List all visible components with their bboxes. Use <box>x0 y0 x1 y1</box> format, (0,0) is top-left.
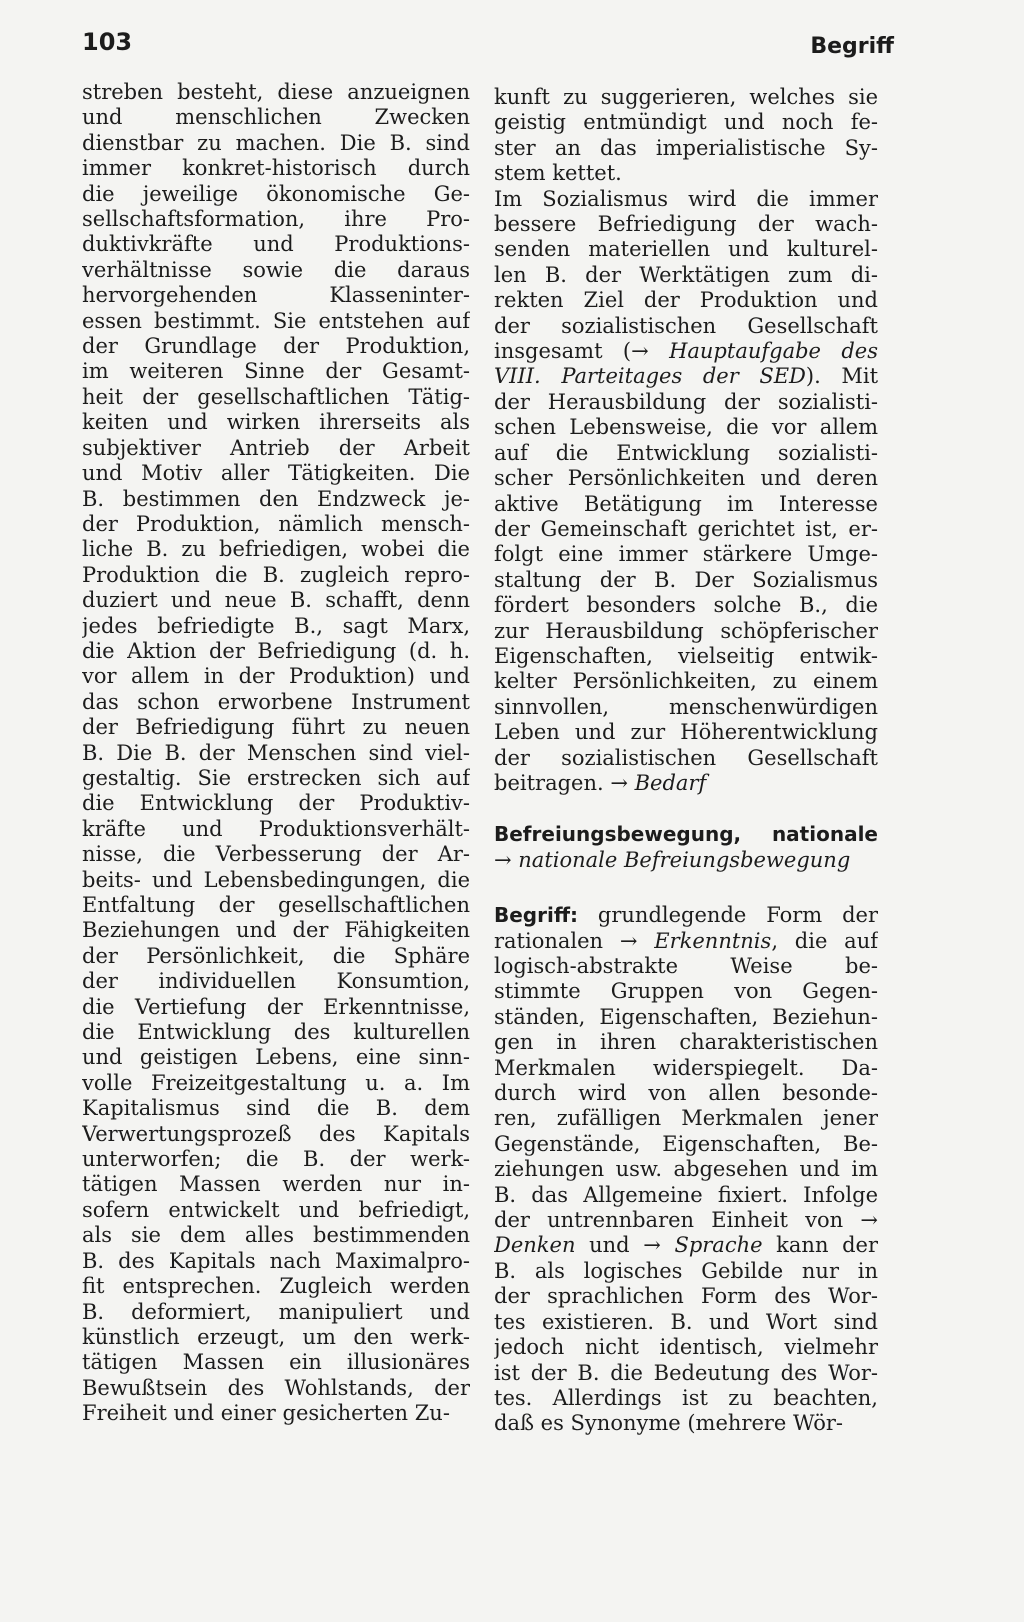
text-line: geistig entmündigt und noch fe- <box>494 110 878 135</box>
text-line: folgt eine immer stärkere Umge- <box>494 542 878 567</box>
text-line: essen bestimmt. Sie entstehen auf <box>82 308 470 333</box>
text-line: verhältnisse sowie die daraus <box>82 257 470 282</box>
left-column <box>82 80 470 1427</box>
text-line: Merkmalen widerspiegelt. Da- <box>494 1055 878 1080</box>
cross-reference-link[interactable]: Denken <box>494 1233 576 1258</box>
text-line: die Aktion der Befriedigung (d. h. <box>82 638 470 663</box>
text-line: rekten Ziel der Produktion und <box>494 288 878 313</box>
text-line: Produktion die B. zugleich repro- <box>82 562 470 587</box>
text-line: scher Persönlichkeiten und deren <box>494 466 878 491</box>
text-line: ster an das imperialistische Sy- <box>494 135 878 160</box>
cross-reference-link[interactable]: → Bedarf <box>610 770 707 795</box>
text-line: B. bestimmen den Endzweck je- <box>82 486 470 511</box>
text-line: der Gemeinschaft gerichtet ist, er- <box>494 516 878 541</box>
text-line: Im Sozialismus wird die immer <box>494 186 878 211</box>
text-line: B. des Kapitals nach Maximalpro- <box>82 1248 470 1273</box>
cross-reference-link[interactable]: → nationale Befreiungsbewegung <box>494 847 851 872</box>
text-line: Eigenschaften, vielseitig entwik- <box>494 643 878 668</box>
text-fragment: grundlegende Form der <box>578 903 878 928</box>
text-line: immer konkret-historisch durch <box>82 156 470 181</box>
text-line: der sozialistischen Gesellschaft <box>494 745 878 770</box>
text-line: Gegenstände, Eigenschaften, Be- <box>494 1131 878 1156</box>
text-line <box>494 929 878 954</box>
text-line: der Produktion, nämlich mensch- <box>82 511 470 536</box>
text-line: tätigen Massen werden nur in- <box>82 1172 470 1197</box>
text-fragment: beitragen. <box>494 770 611 795</box>
text-line: ist der B. die Bedeutung des Wor- <box>494 1360 878 1385</box>
text-line <box>494 364 878 389</box>
text-line: durch wird von allen besonde- <box>494 1081 878 1106</box>
text-line: volle Freizeitgestaltung u. a. Im <box>82 1070 470 1095</box>
text-line: auf die Entwicklung sozialisti- <box>494 440 878 465</box>
text-line: gestaltig. Sie erstrecken sich auf <box>82 765 470 790</box>
text-line: sellschaftsformation, ihre Pro- <box>82 207 470 232</box>
text-line: das schon erworbene Instrument <box>82 689 470 714</box>
text-line: tes existieren. B. und Wort sind <box>494 1309 878 1334</box>
text-line: jedes befriedigte B., sagt Marx, <box>82 613 470 638</box>
text-line: streben besteht, diese anzueignen <box>82 80 470 104</box>
text-fragment: insgesamt ( <box>494 339 632 364</box>
text-line: schen Lebensweise, die vor allem <box>494 415 878 440</box>
text-line: nisse, die Verbesserung der Ar- <box>82 842 470 867</box>
cross-reference-link[interactable]: → Hauptaufgabe des <box>631 339 878 364</box>
text-line: im weiteren Sinne der Gesamt- <box>82 359 470 384</box>
text-line: und Motiv aller Tätigkeiten. Die <box>82 461 470 486</box>
text-line: die Entwicklung der Produktiv- <box>82 791 470 816</box>
text-line: der untrennbaren Einheit von → <box>494 1208 878 1233</box>
text-line: zur Herausbildung schöpferischer <box>494 618 878 643</box>
cross-reference-link[interactable]: → Erkenntnis <box>619 928 772 953</box>
text-line: stem kettet. <box>494 161 622 186</box>
text-line <box>494 848 878 873</box>
text-line: die Vertiefung der Erkenntnisse, <box>82 994 470 1019</box>
text-fragment: und <box>575 1233 644 1258</box>
text-line: der sprachlichen Form des Wor- <box>494 1284 878 1309</box>
text-line: Entfaltung der gesellschaftlichen <box>82 893 470 917</box>
text-line: kunft zu suggerieren, welches sie <box>494 85 878 109</box>
text-line: tes. Allerdings ist zu beachten, <box>494 1385 878 1410</box>
text-line: liche B. zu befriedigen, wobei die <box>82 537 470 562</box>
text-line: ständen, Eigenschaften, Beziehun- <box>494 1004 878 1029</box>
text-line: der individuellen Konsumtion, <box>82 969 470 994</box>
text-line: staltung der B. Der Sozialismus <box>494 567 878 592</box>
text-line: beits- und Lebensbedingungen, die <box>82 867 470 892</box>
text-line: kräfte und Produktionsverhält- <box>82 816 470 841</box>
text-line: Bewußtsein des Wohlstands, der <box>82 1375 470 1400</box>
entry-headword: Befreiungsbewegung, nationale <box>494 822 878 847</box>
text-line: stimmte Gruppen von Gegen- <box>494 979 878 1004</box>
text-line: künstlich erzeugt, um den werk- <box>82 1324 470 1349</box>
text-line <box>494 903 878 928</box>
text-line: dienstbar zu machen. Die B. sind <box>82 130 470 155</box>
text-line: fit entsprechen. Zugleich werden <box>82 1274 470 1299</box>
text-line: unterworfen; die B. der werk- <box>82 1147 470 1172</box>
text-line: duktivkräfte und Produktions- <box>82 232 470 257</box>
text-fragment: ). Mit <box>805 364 878 389</box>
text-line: heit der gesellschaftlichen Tätig- <box>82 384 470 409</box>
text-line: Freiheit und einer gesicherten Zu- <box>82 1401 450 1426</box>
text-line: ren, zufälligen Merkmalen jener <box>494 1106 878 1131</box>
text-line: jedoch nicht identisch, vielmehr <box>494 1335 878 1360</box>
right-column <box>494 85 878 1437</box>
text-line: der Befriedigung führt zu neuen <box>82 715 470 740</box>
text-line: als sie dem alles bestimmenden <box>82 1223 470 1248</box>
text-fragment: kann der <box>762 1233 878 1258</box>
text-line: der sozialistischen Gesellschaft <box>494 313 878 338</box>
text-line <box>494 771 878 796</box>
text-line: der Grundlage der Produktion, <box>82 334 470 359</box>
page-number: 103 <box>82 28 133 56</box>
text-line: B. deformiert, manipuliert und <box>82 1299 470 1324</box>
text-line: B. Die B. der Menschen sind viel- <box>82 740 470 765</box>
text-line: der Persönlichkeit, die Sphäre <box>82 943 470 968</box>
text-line: B. als logisches Gebilde nur in <box>494 1258 878 1283</box>
text-line: vor allem in der Produktion) und <box>82 664 470 689</box>
text-line: logisch-abstrakte Weise be- <box>494 954 878 978</box>
text-line: der Herausbildung der sozialisti- <box>494 389 878 414</box>
running-head: Begriff <box>810 34 894 59</box>
text-line: und geistigen Lebens, eine sinn- <box>82 1045 470 1070</box>
cross-reference-link[interactable]: → Sprache <box>643 1233 763 1258</box>
text-line: tätigen Massen ein illusionäres <box>82 1350 470 1375</box>
text-line: kelter Persönlichkeiten, zu einem <box>494 669 878 694</box>
text-line: Verwertungsprozeß des Kapitals <box>82 1121 470 1146</box>
text-fragment: rationalen <box>494 928 620 953</box>
text-line: Kapitalismus sind die B. dem <box>82 1096 470 1121</box>
text-line: Beziehungen und der Fähigkeiten <box>82 918 470 943</box>
text-line: subjektiver Antrieb der Arbeit <box>82 435 470 460</box>
text-fragment: , die auf <box>771 928 878 953</box>
text-line: sofern entwickelt und befriedigt, <box>82 1197 470 1222</box>
text-line: sinnvollen, menschenwürdigen <box>494 694 878 719</box>
text-line: die Entwicklung des kulturellen <box>82 1020 470 1045</box>
text-line: len B. der Werktätigen zum di- <box>494 262 878 287</box>
cross-reference-link[interactable]: VIII. Parteitages der SED <box>494 364 806 389</box>
text-line: ziehungen usw. abgesehen und im <box>494 1157 878 1182</box>
text-line: hervorgehenden Klasseninter- <box>82 283 470 308</box>
text-line: bessere Befriedigung der wach- <box>494 212 878 237</box>
text-line: und menschlichen Zwecken <box>82 105 470 130</box>
text-line: B. das Allgemeine fixiert. Infolge <box>494 1182 878 1207</box>
text-line: senden materiellen und kulturel- <box>494 237 878 262</box>
text-line: keiten und wirken ihrerseits als <box>82 410 470 435</box>
text-line <box>494 1233 878 1258</box>
text-line <box>494 339 878 364</box>
text-line: Leben und zur Höherentwicklung <box>494 720 878 745</box>
text-line: duziert und neue B. schafft, denn <box>82 588 470 613</box>
text-line: aktive Betätigung im Interesse <box>494 491 878 516</box>
text-line: die jeweilige ökonomische Ge- <box>82 181 470 206</box>
text-line: fördert besonders solche B., die <box>494 593 878 618</box>
text-line: gen in ihren charakteristischen <box>494 1030 878 1055</box>
entry-headword: Begriff: <box>494 903 579 928</box>
text-line: daß es Synonyme (mehrere Wör- <box>494 1411 843 1436</box>
